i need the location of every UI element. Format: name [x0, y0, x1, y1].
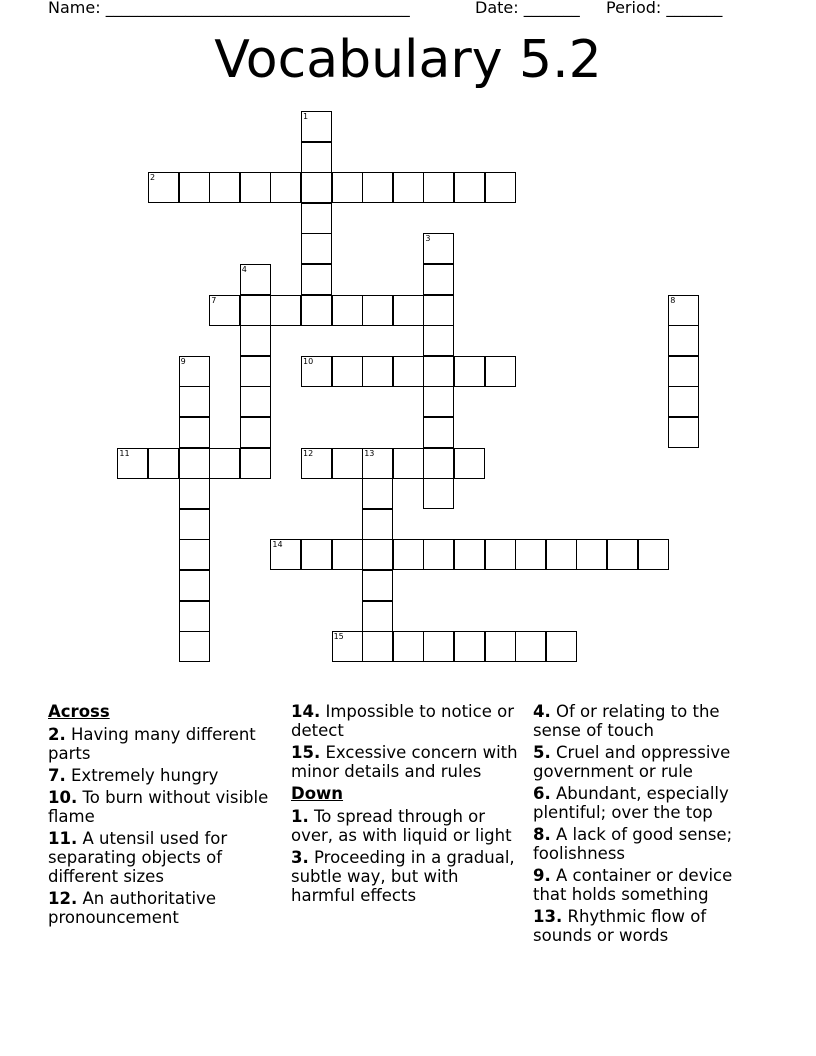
grid-cell[interactable]: [454, 631, 485, 662]
cell-number: 2: [150, 173, 156, 183]
grid-cell[interactable]: [270, 295, 301, 326]
clue-text: A lack of good sense; foolishness: [533, 825, 733, 863]
grid-cell[interactable]: [332, 448, 363, 479]
grid-cell[interactable]: [301, 142, 332, 173]
grid-cell[interactable]: [423, 417, 454, 448]
grid-cell[interactable]: [240, 417, 271, 448]
name-blank: ______________________________________: [105, 0, 410, 17]
grid-cell[interactable]: [607, 539, 638, 570]
grid-cell[interactable]: [454, 448, 485, 479]
grid-cell[interactable]: [179, 539, 210, 570]
clue-text: Impossible to notice or detect: [291, 702, 514, 740]
clue-number: 9.: [533, 866, 551, 885]
grid-cell[interactable]: [423, 478, 454, 509]
clue-text: Proceeding in a gradual, subtle way, but with harmful effects: [291, 848, 515, 905]
clue-number: 2.: [48, 725, 66, 744]
grid-cell[interactable]: [362, 631, 393, 662]
grid-cell[interactable]: [240, 295, 271, 326]
cell-number: 15: [333, 632, 344, 642]
grid-cell[interactable]: [240, 356, 271, 387]
clue-number: 15.: [291, 743, 321, 762]
clue-number: 5.: [533, 743, 551, 762]
clue-across-14: [291, 702, 519, 740]
clue-text: Having many different parts: [48, 725, 256, 763]
grid-cell[interactable]: [301, 295, 332, 326]
grid-cell[interactable]: [485, 631, 516, 662]
grid-cell[interactable]: [362, 509, 393, 540]
grid-cell[interactable]: [179, 356, 210, 387]
grid-cell[interactable]: [362, 356, 393, 387]
clue-text: Cruel and oppressive government or rule: [533, 743, 731, 781]
grid-cell[interactable]: [362, 172, 393, 203]
clue-down-5: [533, 743, 761, 781]
clue-number: 12.: [48, 889, 78, 908]
cell-number: 7: [211, 295, 217, 305]
grid-cell[interactable]: [393, 448, 424, 479]
grid-cell[interactable]: [485, 356, 516, 387]
grid-cell[interactable]: [362, 478, 393, 509]
grid-cell[interactable]: [668, 325, 699, 356]
clue-down-3: [291, 848, 519, 905]
grid-cell[interactable]: [332, 295, 363, 326]
grid-cell[interactable]: [179, 417, 210, 448]
grid-cell[interactable]: [179, 601, 210, 632]
clue-text: Excessive concern with minor details and rules: [291, 743, 518, 781]
grid-cell[interactable]: [240, 448, 271, 479]
clue-text: A utensil used for separating objects of different sizes: [48, 829, 228, 886]
cell-number: 10: [303, 356, 314, 366]
grid-cell[interactable]: [240, 325, 271, 356]
clue-across-10: [48, 788, 276, 826]
grid-cell[interactable]: [515, 539, 546, 570]
grid-cell[interactable]: [485, 539, 516, 570]
cell-number: 8: [670, 295, 676, 305]
grid-cell[interactable]: [240, 172, 271, 203]
grid-cell[interactable]: [423, 386, 454, 417]
grid-cell[interactable]: [332, 539, 363, 570]
clue-number: 1.: [291, 807, 309, 826]
grid-cell[interactable]: [393, 295, 424, 326]
grid-cell[interactable]: [362, 570, 393, 601]
clue-number: 14.: [291, 702, 321, 721]
across-heading: Across: [48, 702, 110, 721]
grid-cell[interactable]: [668, 356, 699, 387]
grid-cell[interactable]: [393, 356, 424, 387]
clue-number: 8.: [533, 825, 551, 844]
grid-cell[interactable]: [576, 539, 607, 570]
date-label: Date:: [475, 0, 519, 17]
grid-cell[interactable]: [668, 386, 699, 417]
clue-number: 10.: [48, 788, 78, 807]
grid-cell[interactable]: [668, 417, 699, 448]
grid-cell[interactable]: [301, 539, 332, 570]
grid-cell[interactable]: [423, 295, 454, 326]
grid-cell[interactable]: [270, 539, 301, 570]
grid-cell[interactable]: [423, 631, 454, 662]
grid-cell[interactable]: [423, 233, 454, 264]
clue-number: 13.: [533, 907, 563, 926]
cell-number: 4: [241, 265, 247, 274]
cell-number: 13: [364, 448, 375, 458]
grid-cell[interactable]: [454, 172, 485, 203]
clue-text: Of or relating to the sense of touch: [533, 702, 720, 740]
grid-cell[interactable]: [423, 448, 454, 479]
grid-cell[interactable]: [179, 509, 210, 540]
grid-cell[interactable]: [638, 539, 669, 570]
clue-text: A container or device that holds something: [533, 866, 733, 904]
grid-cell[interactable]: [240, 264, 271, 295]
down-heading: Down: [291, 784, 344, 803]
grid-cell[interactable]: [393, 631, 424, 662]
clue-across-12: [48, 889, 276, 927]
grid-cell[interactable]: [332, 631, 363, 662]
clue-text: To burn without visible flame: [48, 788, 269, 826]
clue-number: 11.: [48, 829, 78, 848]
period-blank: _______: [666, 0, 723, 17]
cell-number: 12: [303, 448, 314, 458]
grid-cell[interactable]: [546, 539, 577, 570]
clue-across-11: [48, 829, 276, 886]
grid-cell[interactable]: [179, 386, 210, 417]
grid-cell[interactable]: [393, 539, 424, 570]
clue-across-15: [291, 743, 519, 781]
grid-cell[interactable]: [148, 172, 179, 203]
grid-cell[interactable]: [668, 295, 699, 326]
cell-number: 3: [425, 234, 431, 244]
grid-cell[interactable]: [301, 448, 332, 479]
grid-cell[interactable]: [362, 539, 393, 570]
clue-text: To spread through or over, as with liquid or light: [291, 807, 512, 845]
grid-cell[interactable]: [179, 172, 210, 203]
grid-cell[interactable]: [362, 448, 393, 479]
clue-across-2: [48, 725, 276, 763]
grid-cell[interactable]: [454, 356, 485, 387]
grid-cell[interactable]: [301, 264, 332, 295]
grid-cell[interactable]: [209, 295, 240, 326]
grid-cell[interactable]: [454, 539, 485, 570]
grid-cell[interactable]: [179, 478, 210, 509]
grid-cell[interactable]: [117, 448, 148, 479]
clue-text: An authoritative pronouncement: [48, 889, 216, 927]
grid-cell[interactable]: [423, 356, 454, 387]
date-blank: _______: [523, 0, 580, 17]
grid-cell[interactable]: [332, 356, 363, 387]
clue-column-1: [48, 702, 276, 930]
clue-text: Rhythmic flow of sounds or words: [533, 907, 707, 945]
clue-down-1: [291, 807, 519, 845]
name-label: Name:: [48, 0, 101, 17]
grid-cell[interactable]: [301, 233, 332, 264]
period-label: Period:: [606, 0, 662, 17]
clue-down-4: [533, 702, 761, 740]
cell-number: 1: [303, 112, 309, 121]
grid-cell[interactable]: [423, 539, 454, 570]
clue-column-2: [291, 702, 519, 908]
cell-number: 14: [272, 540, 283, 550]
grid-cell[interactable]: [423, 264, 454, 295]
grid-cell[interactable]: [179, 631, 210, 662]
grid-cell[interactable]: [485, 172, 516, 203]
clue-number: 7.: [48, 766, 66, 785]
page-title: Vocabulary 5.2: [214, 30, 602, 90]
clue-number: 6.: [533, 784, 551, 803]
grid-cell[interactable]: [240, 386, 271, 417]
grid-cell[interactable]: [393, 172, 424, 203]
grid-cell[interactable]: [362, 295, 393, 326]
grid-cell[interactable]: [179, 448, 210, 479]
cell-number: 9: [180, 356, 186, 366]
clue-column-3: [533, 702, 761, 948]
grid-cell[interactable]: [270, 172, 301, 203]
grid-cell[interactable]: [301, 356, 332, 387]
cell-number: 11: [119, 448, 130, 458]
grid-cell[interactable]: [362, 601, 393, 632]
grid-cell[interactable]: [332, 172, 363, 203]
clue-text: Abundant, especially plentiful; over the top: [533, 784, 729, 822]
clue-number: 3.: [291, 848, 309, 867]
grid-cell[interactable]: [423, 325, 454, 356]
clue-down-6: [533, 784, 761, 822]
grid-cell[interactable]: [148, 448, 179, 479]
grid-cell[interactable]: [301, 111, 332, 142]
clue-number: 4.: [533, 702, 551, 721]
grid-cell[interactable]: [546, 631, 577, 662]
grid-cell[interactable]: [515, 631, 546, 662]
grid-cell[interactable]: [209, 172, 240, 203]
grid-cell[interactable]: [209, 448, 240, 479]
grid-cell[interactable]: [301, 203, 332, 234]
grid-cell[interactable]: [301, 172, 332, 203]
clue-down-8: [533, 825, 761, 863]
clue-down-9: [533, 866, 761, 904]
clue-down-13: [533, 907, 761, 945]
clue-across-7: [48, 766, 276, 785]
grid-cell[interactable]: [423, 172, 454, 203]
clue-text: Extremely hungry: [71, 766, 219, 785]
grid-cell[interactable]: [179, 570, 210, 601]
